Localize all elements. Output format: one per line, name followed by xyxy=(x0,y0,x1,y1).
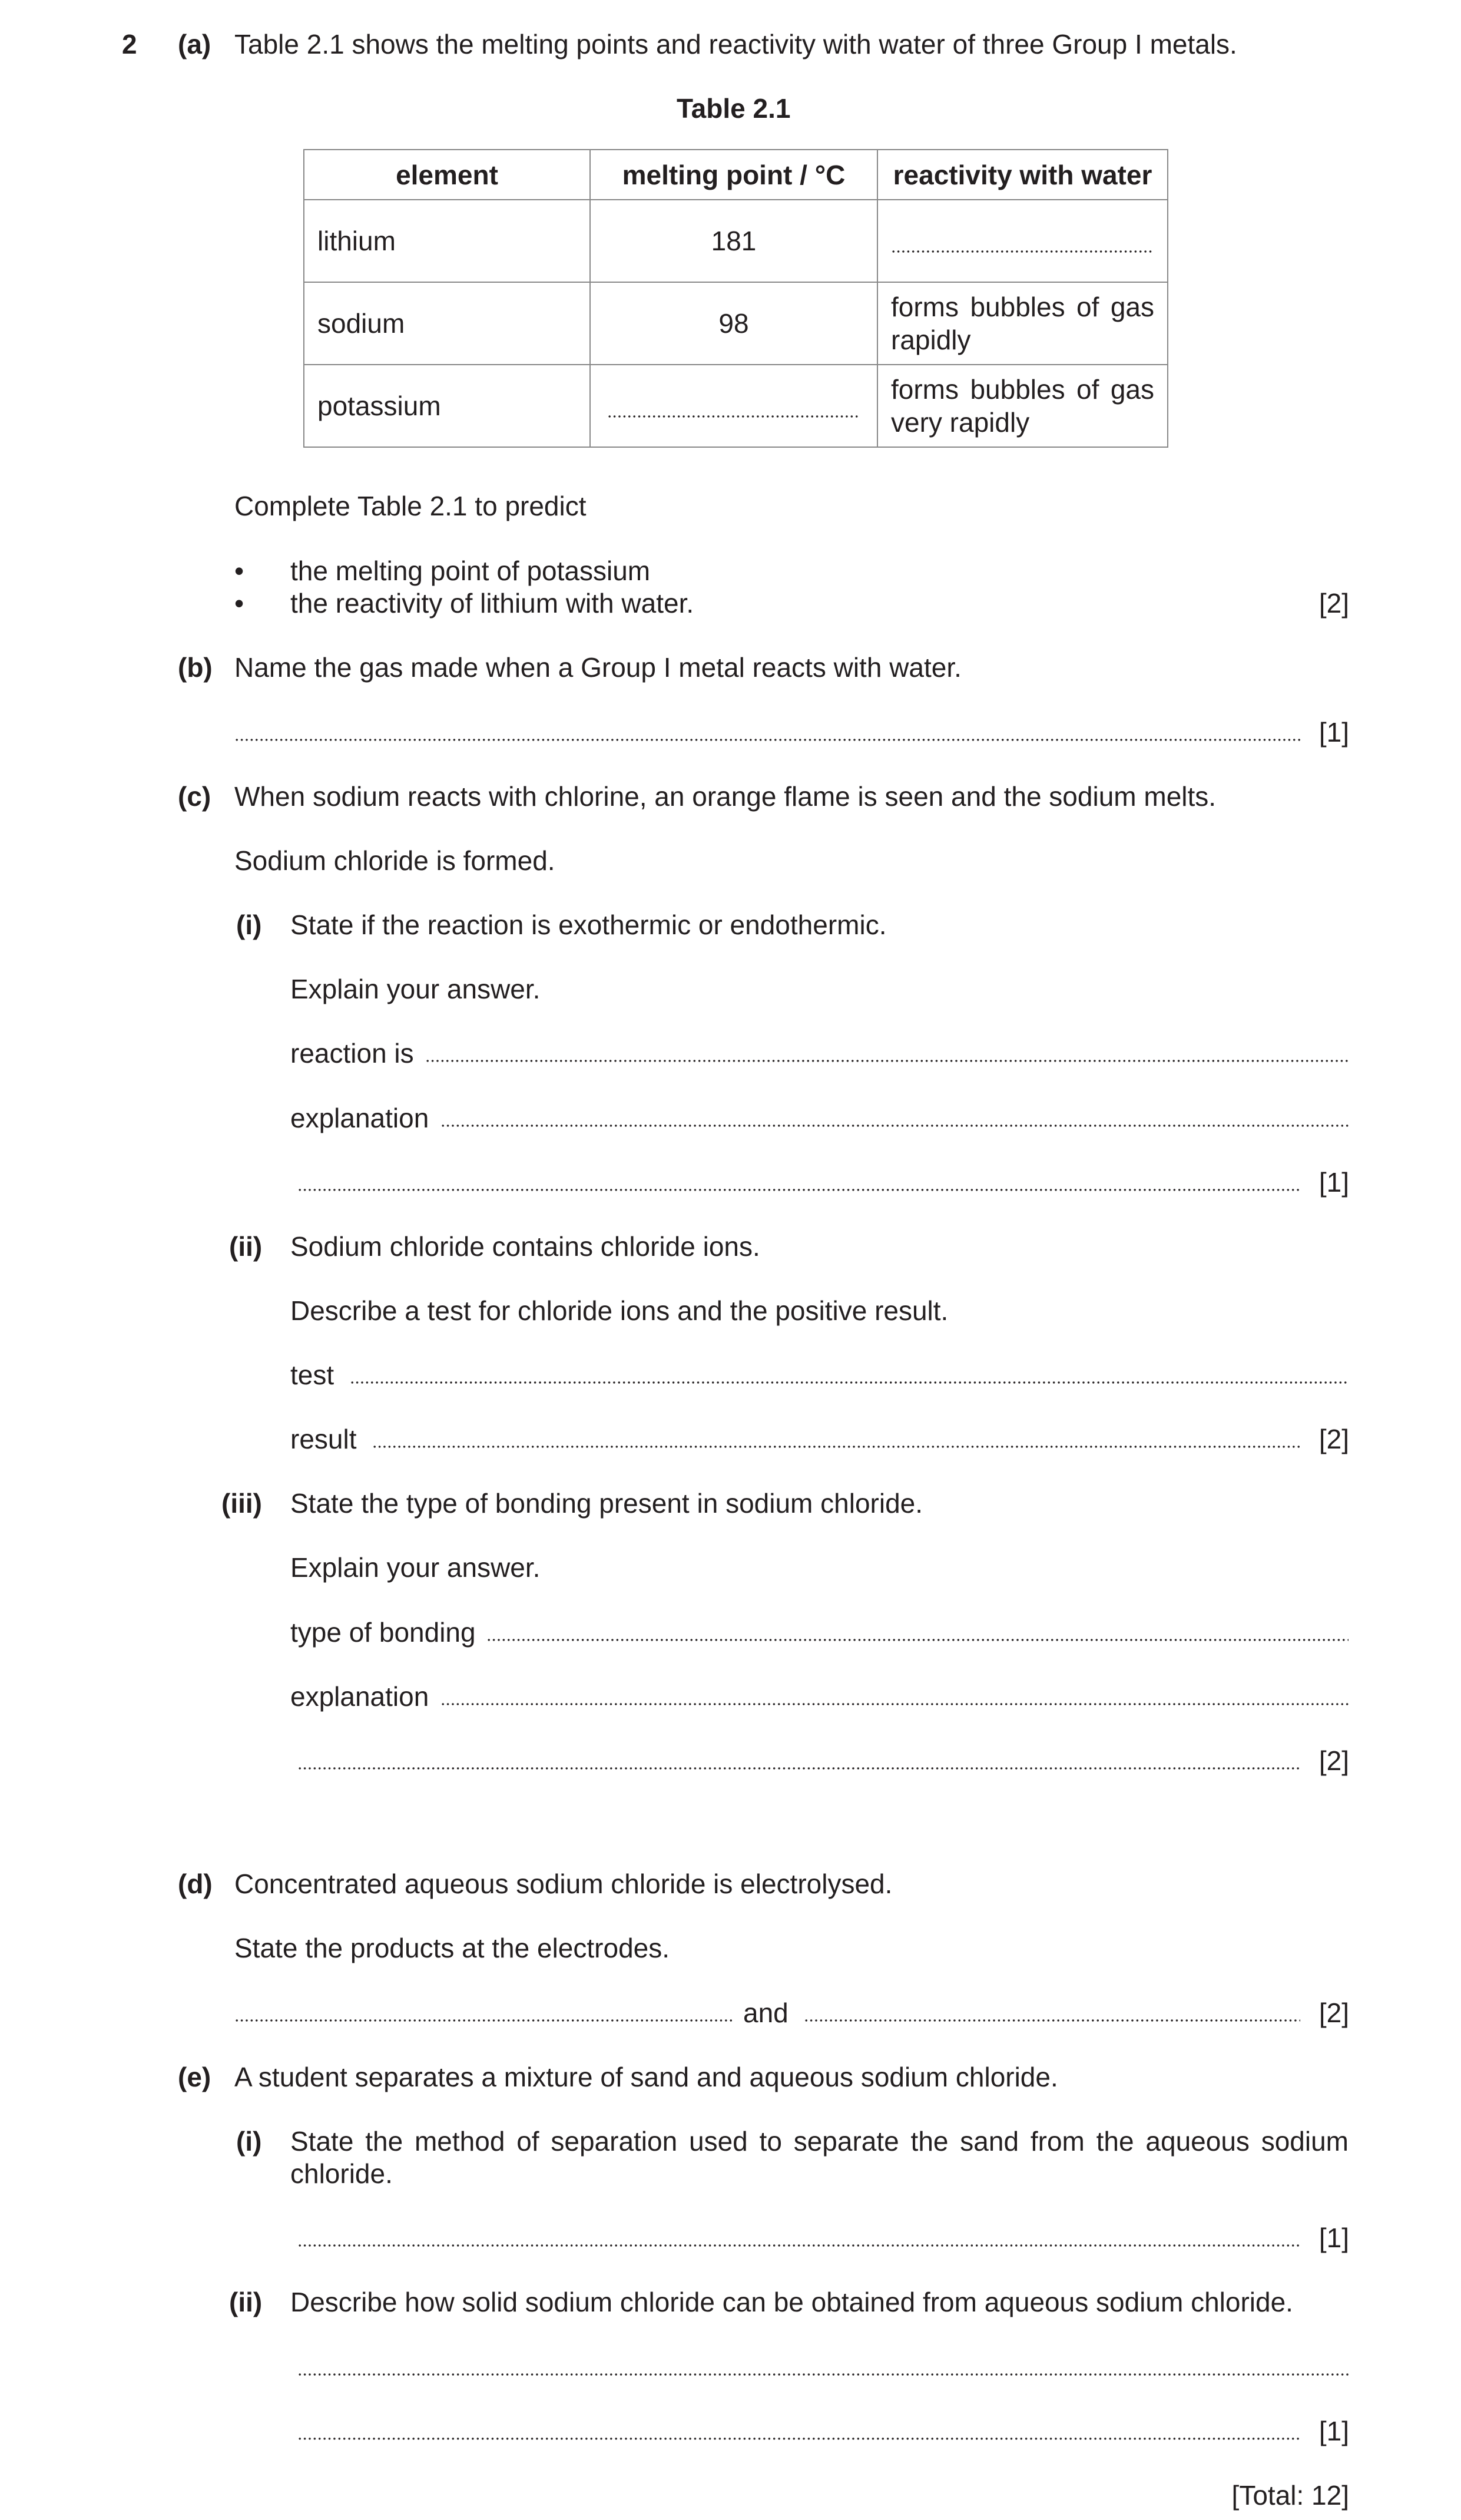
marks: [1] xyxy=(1318,1167,1349,1198)
part-e-i-label: (i) xyxy=(236,2126,262,2157)
marks: [2] xyxy=(1318,1745,1349,1776)
reactivity-line: forms bubbles of gas xyxy=(891,292,1154,322)
part-c-i-label: (i) xyxy=(236,910,262,940)
table-header-row xyxy=(304,150,1168,200)
answer-line[interactable] xyxy=(372,1446,1300,1448)
part-e-ii-text: Describe how solid sodium chloride can be obtained from aqueous sodium chloride. xyxy=(290,2287,1293,2317)
header-melting-point: melting point / °C xyxy=(590,150,877,200)
answer-line[interactable] xyxy=(486,1639,1349,1641)
part-d-text: Concentrated aqueous sodium chloride is electrolysed. xyxy=(234,1868,893,1899)
prompt-reaction-is: reaction is xyxy=(290,1038,414,1069)
part-e-ii-label: (ii) xyxy=(229,2287,263,2317)
part-c-i-text: State if the reaction is exothermic or endothermic. xyxy=(290,910,887,940)
bullet-icon: • xyxy=(234,555,244,586)
part-b-label: (b) xyxy=(178,652,213,683)
reactivity-line: rapidly xyxy=(891,325,971,355)
cell-reactivity xyxy=(877,282,1168,365)
reactivity-line: very rapidly xyxy=(891,407,1030,438)
marks: [2] xyxy=(1318,1998,1349,2028)
part-c-iii-text-2: Explain your answer. xyxy=(290,1552,541,1583)
cell-melting-point: 181 xyxy=(590,200,877,282)
question-number: 2 xyxy=(122,29,137,59)
prompt-type-of-bonding: type of bonding xyxy=(290,1617,476,1648)
and-text: and xyxy=(743,1998,789,2028)
part-c-i-text-2: Explain your answer. xyxy=(290,974,541,1004)
answer-line[interactable] xyxy=(297,1189,1300,1191)
part-c-text: When sodium reacts with chlorine, an orange flame is seen and the sodium melts. xyxy=(234,781,1217,812)
header-element: element xyxy=(304,150,590,200)
marks: [2] xyxy=(1318,588,1349,619)
part-d-text-2: State the products at the electrodes. xyxy=(234,1933,670,1963)
part-c-ii-text: Sodium chloride contains chloride ions. xyxy=(290,1231,760,1262)
part-c-iii-text: State the type of bonding present in sodium chloride. xyxy=(290,1488,923,1519)
part-c-ii-label: (ii) xyxy=(229,1231,263,1262)
answer-line[interactable] xyxy=(891,250,1154,253)
answer-line[interactable] xyxy=(804,2019,1300,2022)
table-row xyxy=(304,200,1168,282)
part-e-i-text-line-2: chloride. xyxy=(290,2158,393,2189)
marks: [1] xyxy=(1318,2223,1349,2253)
cell-reactivity-answer-line[interactable] xyxy=(877,200,1168,282)
answer-line[interactable] xyxy=(234,739,1300,741)
cell-element: sodium xyxy=(304,282,590,365)
part-c-text-2: Sodium chloride is formed. xyxy=(234,845,555,876)
prompt-explanation: explanation xyxy=(290,1103,429,1133)
table-2-1 xyxy=(303,149,1168,448)
prompt-result: result xyxy=(290,1424,357,1454)
marks: [1] xyxy=(1318,2416,1349,2446)
part-d-label: (d) xyxy=(178,1868,213,1899)
part-a-text: Table 2.1 shows the melting points and reactivity with water of three Group I metals. xyxy=(234,29,1237,59)
answer-line[interactable] xyxy=(607,415,860,418)
bullet-text: the melting point of potassium xyxy=(290,555,651,586)
part-e-text: A student separates a mixture of sand and aqueous sodium chloride. xyxy=(234,2062,1058,2092)
answer-line[interactable] xyxy=(297,2373,1349,2376)
prompt-test: test xyxy=(290,1360,334,1390)
part-e-label: (e) xyxy=(178,2062,211,2092)
part-e-i-text-line-1 xyxy=(290,2125,1349,2158)
part-a-label: (a) xyxy=(178,29,211,59)
reactivity-line: forms bubbles of gas xyxy=(891,374,1154,405)
answer-line[interactable] xyxy=(440,1125,1349,1127)
table-caption: Table 2.1 xyxy=(677,93,791,124)
table-row xyxy=(304,282,1168,365)
answer-line[interactable] xyxy=(297,1767,1300,1770)
header-reactivity: reactivity with water xyxy=(877,150,1168,200)
cell-reactivity xyxy=(877,365,1168,447)
total-marks: [Total: 12] xyxy=(1231,2480,1349,2511)
part-c-ii-text-2: Describe a test for chloride ions and the positive result. xyxy=(290,1295,949,1326)
answer-line[interactable] xyxy=(297,2438,1300,2440)
answer-line[interactable] xyxy=(425,1060,1349,1062)
bullet-icon: • xyxy=(234,588,244,619)
part-e-i-text-line-1-content: State the method of separation used to separate the sand from the aqueous sodium xyxy=(290,2126,1349,2157)
answer-line[interactable] xyxy=(350,1381,1349,1384)
cell-element: potassium xyxy=(304,365,590,447)
cell-melting-point: 98 xyxy=(590,282,877,365)
answer-line[interactable] xyxy=(440,1703,1349,1705)
part-b-text: Name the gas made when a Group I metal reacts with water. xyxy=(234,652,962,683)
marks: [2] xyxy=(1318,1424,1349,1454)
marks: [1] xyxy=(1318,717,1349,748)
cell-element: lithium xyxy=(304,200,590,282)
table-row xyxy=(304,365,1168,447)
part-c-label: (c) xyxy=(178,781,211,812)
answer-line[interactable] xyxy=(234,2019,732,2022)
answer-line[interactable] xyxy=(297,2244,1300,2247)
part-a-instruction: Complete Table 2.1 to predict xyxy=(234,491,587,521)
part-c-iii-label: (iii) xyxy=(221,1488,262,1519)
cell-melting-point-answer-line[interactable] xyxy=(590,365,877,447)
bullet-text: the reactivity of lithium with water. xyxy=(290,588,694,619)
prompt-explanation: explanation xyxy=(290,1681,429,1712)
